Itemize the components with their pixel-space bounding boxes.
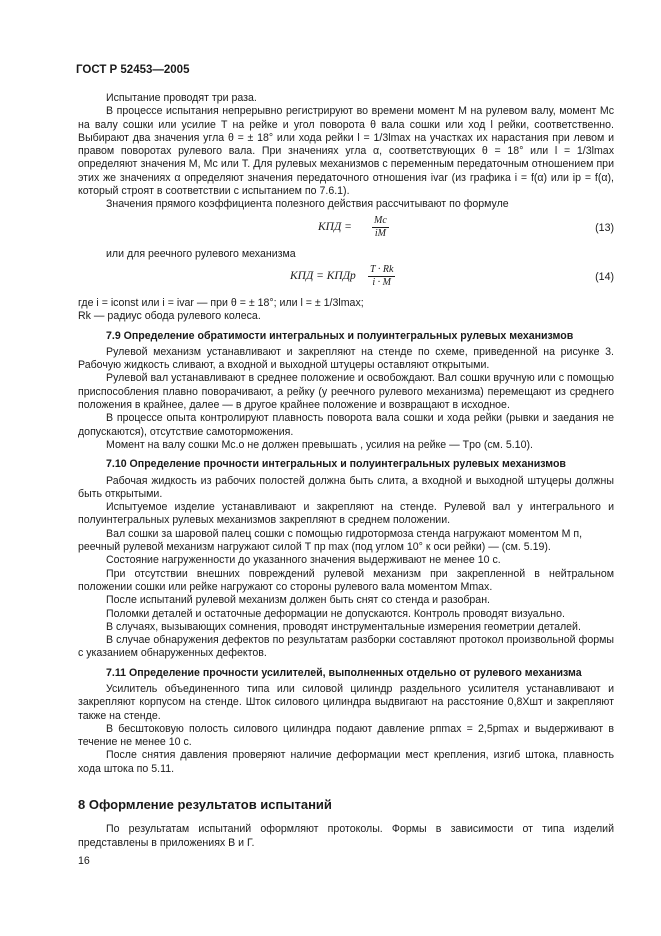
page-number: 16 (78, 855, 90, 867)
paragraph: Rk — радиус обода рулевого колеса. (78, 310, 261, 323)
formula-13-numerator: Mс (374, 214, 387, 226)
paragraph: Значения прямого коэффициента полезного действия рассчитывают по формуле (106, 198, 509, 211)
paragraph: Рулевой механизм устанавливают и закрепляют на стенде по схеме, приведенной на рисунке 3. Рабочую жидкость сливают, а входной и выходной штуцеры оставляют открытыми. (78, 345, 614, 372)
formula-14-lhs: КПД = КПДр (290, 269, 356, 282)
paragraph: Момент на валу сошки Mс.о не должен превышать , усилия на рейке — Tро (см. 5.10). (106, 438, 533, 451)
paragraph: или для реечного рулевого механизма (106, 247, 296, 260)
paragraph: После снятия давления проверяют наличие деформации мест крепления, изгиб штока, плавность хода штока по 5.11. (78, 749, 614, 775)
paragraph: В процессе испытания непрерывно регистрируют во времени момент M на рулевом валу, момент Mс на валу сошки или усилие T на рейке и угол поворота θ вала сошки или ход l рейки, соответственно. Выбирают два значения угла θ = ± 18° или хода рейки l = 1/3lmax на участках их нарастания при левом и правом поворотах рулевого вала. При значениях угла α, соответствующих θ = 18° или l = 1/3lmax определяют значения M, Mс или T. Для рулевых механизмов с переменным передаточным отношением при этих же значениях α определяют значения передаточного отношения ivar (из графика i = f(α) или iр = f(α), который строят в соответствии с испытанием по 7.6.1). (78, 105, 614, 198)
section-heading-7-10: 7.10 Определение прочности интегральных и полуинтегральных рулевых механизмов (106, 458, 566, 471)
paragraph: Испытуемое изделие устанавливают и закрепляют на стенде. Рулевой вал у интегрального и полуинтегральных рулевых механизмов закрепляют в среднем положении. (78, 501, 614, 527)
formula-14-numerator: T · Rk (370, 263, 394, 275)
formula-13-lhs: КПД = (318, 220, 352, 233)
paragraph: В случаях, вызывающих сомнения, проводят инструментальные измерения геометрии деталей. (106, 620, 581, 633)
formula-14-denominator: i · M (372, 276, 392, 288)
section-heading-8: 8 Оформление результатов испытаний (78, 797, 332, 813)
paragraph: Усилитель объединенного типа или силовой цилиндр раздельного усилителя устанавливают и закрепляют корпусом на стенде. Шток силового цилиндра выдвигают на расстояние 0,8Xшт и закрепляют также на стенде. (78, 682, 614, 722)
paragraph: В случае обнаружения дефектов по результатам разборки составляют протокол произвольной формы с указанием обнаруженных дефектов. (78, 634, 614, 660)
section-heading-7-9: 7.9 Определение обратимости интегральных и полуинтегральных рулевых механизмов (106, 329, 574, 342)
paragraph: Состояние нагруженности до указанного значения выдерживают не менее 10 с. (106, 554, 501, 567)
paragraph: В бесштоковую полость силового цилиндра подают давление pпmax = 2,5pmax и выдерживают в течение не менее 10 с. (78, 722, 614, 749)
paragraph: Вал сошки за шаровой палец сошки с помощью гидротормоза стенда нагружают моментом M п, (106, 527, 583, 540)
paragraph: реечный рулевой механизм нагружают силой T пр max (под углом 10° к оси рейки) — (см. 5.19). (78, 541, 551, 554)
section-heading-7-11: 7.11 Определение прочности усилителей, выполненных отдельно от рулевого механизма (106, 666, 582, 679)
paragraph: При отсутствии внешних повреждений рулевой механизм при закрепленной в нейтральном положении сошки или рейке нагружают со стороны рулевого вала моментом Mmax. (78, 567, 614, 593)
paragraph: По результатам испытаний оформляют протоколы. Формы в зависимости от типа изделий представлены в приложениях В и Г. (78, 823, 614, 849)
formula-13 (78, 212, 614, 248)
paragraph: В процессе опыта контролируют плавность поворота вала сошки и хода рейки (рывки и заедания не допускаются), отсутствие самоторможения. (78, 412, 614, 438)
equation-number-13: (13) (595, 221, 614, 234)
paragraph: Рабочая жидкость из рабочих полостей должна быть слита, а входной и выходной штуцеры должны быть открытыми. (78, 474, 614, 500)
paragraph: Поломки деталей и остаточные деформации не допускаются. Контроль проводят визуально. (106, 607, 565, 620)
formula-14 (78, 261, 614, 297)
paragraph: где i = iconst или i = ivar — при θ = ± 18°; или l = ± 1/3lmax; (78, 296, 364, 309)
document-body (78, 92, 614, 850)
paragraph: Испытание проводят три раза. (106, 92, 257, 104)
formula-14-fraction (368, 264, 395, 289)
formula-13-denominator: iM (374, 227, 386, 239)
paragraph: После испытаний рулевой механизм должен быть снят со стенда и разобран. (106, 594, 490, 607)
paragraph: Рулевой вал устанавливают в среднее положение и освобождают. Вал сошки вручную или с помощью приспособления плавно поворачивают, а рейку (у реечного рулевого механизма) перемещают из среднего положения в крайнее, далее — в другое крайнее положение и возвращают в исходное. (78, 372, 614, 412)
document-header: ГОСТ Р 52453—2005 (76, 64, 190, 76)
equation-number-14: (14) (595, 270, 614, 283)
formula-13-fraction (372, 215, 389, 240)
